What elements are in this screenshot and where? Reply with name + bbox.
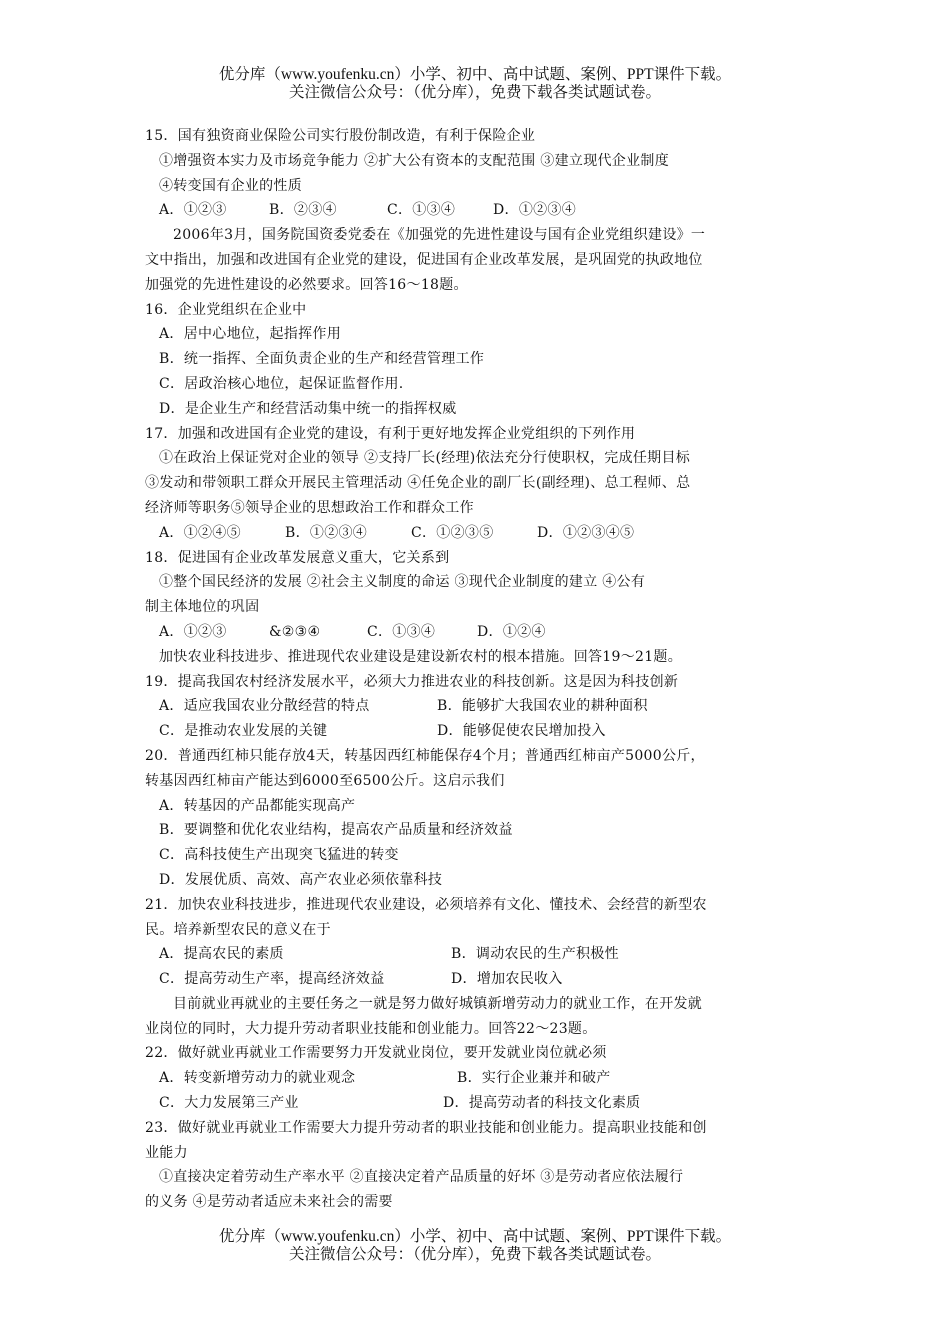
q21-option-b: B．调动农民的生产积极性 xyxy=(451,946,619,963)
q19-option-b: B．能够扩大我国农业的耕种面积 xyxy=(437,698,648,715)
material3-line1: 目前就业再就业的主要任务之一就是努力做好城镇新增劳动力的就业工作，在开发就 xyxy=(173,995,703,1012)
material3-line2: 业岗位的同时，大力提升劳动者职业技能和创业能力。回答22～23题。 xyxy=(145,1020,597,1037)
q20-stem-line1: 20．普通西红柿只能存放4天，转基因西红柿能保存4个月；普通西红柿亩产5000公斤， xyxy=(145,747,705,764)
exam-content xyxy=(145,124,813,1215)
q20-stem-line2: 转基因西红柿亩产能达到6000至6500公斤。这启示我们 xyxy=(145,772,505,789)
q21-option-a: A．提高农民的素质 xyxy=(159,946,284,963)
q22-stem: 22．做好就业再就业工作需要努力开发就业岗位，要开发就业岗位就必须 xyxy=(145,1045,607,1062)
q18-choices xyxy=(145,620,813,645)
q17-choice-d: D．①②③④⑤ xyxy=(537,524,635,541)
q19-options-ab xyxy=(145,694,813,719)
q15-options-line2: ④转变国有企业的性质 xyxy=(159,177,302,194)
material1-line2: 文中指出，加强和改进国有企业党的建设，促进国有企业改革发展，是巩固党的执政地位 xyxy=(145,251,703,268)
q22-option-d: D．提高劳动者的科技文化素质 xyxy=(443,1095,641,1112)
q18-choice-c: C．①③④ xyxy=(367,623,436,640)
q18-choice-b: &②③④ xyxy=(269,623,321,640)
q22-options-ab xyxy=(145,1066,813,1091)
q18-items-line2: 制主体地位的巩固 xyxy=(145,599,260,616)
q20-option-a: A．转基因的产品都能实现高产 xyxy=(159,797,356,814)
q15-choice-c: C．①③④ xyxy=(387,202,456,219)
material2-line1: 加快农业科技进步、推进现代农业建设是建设新农村的根本措施。回答19～21题。 xyxy=(159,648,683,665)
q19-option-c: C．是推动农业发展的关键 xyxy=(159,723,328,740)
q21-stem-line1: 21．加快农业科技进步，推进现代农业建设，必须培养有文化、懂技术、会经营的新型农 xyxy=(145,896,707,913)
q21-option-d: D．增加农民收入 xyxy=(451,971,563,988)
q15-options-line1: ①增强资本实力及市场竞争能力 ②扩大公有资本的支配范围 ③建立现代企业制度 xyxy=(159,152,669,169)
footer-line-1: 优分库（www.youfenku.cn）小学、初中、高中试题、案例、PPT课件下载。 xyxy=(218,1228,732,1245)
q20-option-c: C．高科技使生产出现突飞猛进的转变 xyxy=(159,847,399,864)
q16-option-c: C．居政治核心地位，起保证监督作用. xyxy=(159,375,404,392)
q17-items-line3: 经济师等职务⑤领导企业的思想政治工作和群众工作 xyxy=(145,499,474,516)
q21-options-cd xyxy=(145,967,813,992)
q19-options-cd xyxy=(145,719,813,744)
q21-options-ab xyxy=(145,942,813,967)
q23-items-line1: ①直接决定着劳动生产率水平 ②直接决定着产品质量的好坏 ③是劳动者应依法履行 xyxy=(159,1169,684,1186)
q17-items-line1: ①在政治上保证党对企业的领导 ②支持厂长(经理)依法充分行使职权，完成任期目标 xyxy=(159,450,691,467)
material1-line1: 2006年3月，国务院国资委党委在《加强党的先进性建设与国有企业党组织建设》一 xyxy=(173,227,706,244)
q23-stem-line2: 业能力 xyxy=(145,1144,188,1161)
q20-option-d: D．发展优质、高效、高产农业必须依靠科技 xyxy=(159,871,443,888)
q19-option-d: D．能够促使农民增加投入 xyxy=(437,723,606,740)
q21-option-c: C．提高劳动生产率，提高经济效益 xyxy=(159,971,385,988)
q19-stem: 19．提高我国农村经济发展水平，必须大力推进农业的科技创新。这是因为科技创新 xyxy=(145,673,679,690)
q17-choice-c: C．①②③⑤ xyxy=(411,524,494,541)
q17-choice-b: B．①②③④ xyxy=(285,524,368,541)
q16-option-a: A．居中心地位，起指挥作用 xyxy=(159,326,342,343)
q17-items-line2: ③发动和带领职工群众开展民主管理活动 ④任免企业的副厂长(副经理)、总工程师、总 xyxy=(145,475,691,492)
q16-stem: 16．企业党组织在企业中 xyxy=(145,301,307,318)
q15-choice-a: A．①②③ xyxy=(159,202,227,219)
q15-choices xyxy=(145,198,813,223)
q15-choice-d: D．①②③④ xyxy=(493,202,577,219)
q17-choice-a: A．①②④⑤ xyxy=(159,524,241,541)
q16-option-d: D．是企业生产和经营活动集中统一的指挥权威 xyxy=(159,400,457,417)
header-line-1: 优分库（www.youfenku.cn）小学、初中、高中试题、案例、PPT课件下载。 xyxy=(218,66,732,83)
q21-stem-line2: 民。培养新型农民的意义在于 xyxy=(145,921,331,938)
q15-choice-b: B．②③④ xyxy=(269,202,337,219)
q17-stem: 17．加强和改进国有企业党的建设，有利于更好地发挥企业党组织的下列作用 xyxy=(145,425,636,442)
footer-line-2: 关注微信公众号：（优分库），免费下载各类试题试卷。 xyxy=(288,1246,661,1263)
header-line-2: 关注微信公众号：（优分库），免费下载各类试题试卷。 xyxy=(288,84,661,101)
q22-option-c: C．大力发展第三产业 xyxy=(159,1095,299,1112)
q23-stem-line1: 23．做好就业再就业工作需要大力提升劳动者的职业技能和创业能力。提高职业技能和创 xyxy=(145,1119,707,1136)
q15-stem: 15．国有独资商业保险公司实行股份制改造，有利于保险企业 xyxy=(145,128,536,144)
q18-choice-a: A．①②③ xyxy=(159,623,227,640)
q16-option-b: B．统一指挥、全面负责企业的生产和经营管理工作 xyxy=(159,351,485,368)
q17-choices xyxy=(145,521,813,546)
q22-options-cd xyxy=(145,1091,813,1116)
q18-stem: 18．促进国有企业改革发展意义重大，它关系到 xyxy=(145,549,450,566)
q20-option-b: B．要调整和优化农业结构，提高农产品质量和经济效益 xyxy=(159,822,513,839)
page-header xyxy=(0,66,950,102)
q18-choice-d: D．①②④ xyxy=(477,623,546,640)
q19-option-a: A．适应我国农业分散经营的特点 xyxy=(159,698,370,715)
q22-option-b: B．实行企业兼并和破产 xyxy=(457,1070,611,1087)
q23-items-line2: 的义务 ④是劳动者适应未来社会的需要 xyxy=(145,1194,393,1211)
page-footer xyxy=(0,1228,950,1264)
q22-option-a: A．转变新增劳动力的就业观念 xyxy=(159,1070,356,1087)
q18-items-line1: ①整个国民经济的发展 ②社会主义制度的命运 ③现代企业制度的建立 ④公有 xyxy=(159,574,646,591)
material1-line3: 加强党的先进性建设的必然要求。回答16～18题。 xyxy=(145,276,468,293)
